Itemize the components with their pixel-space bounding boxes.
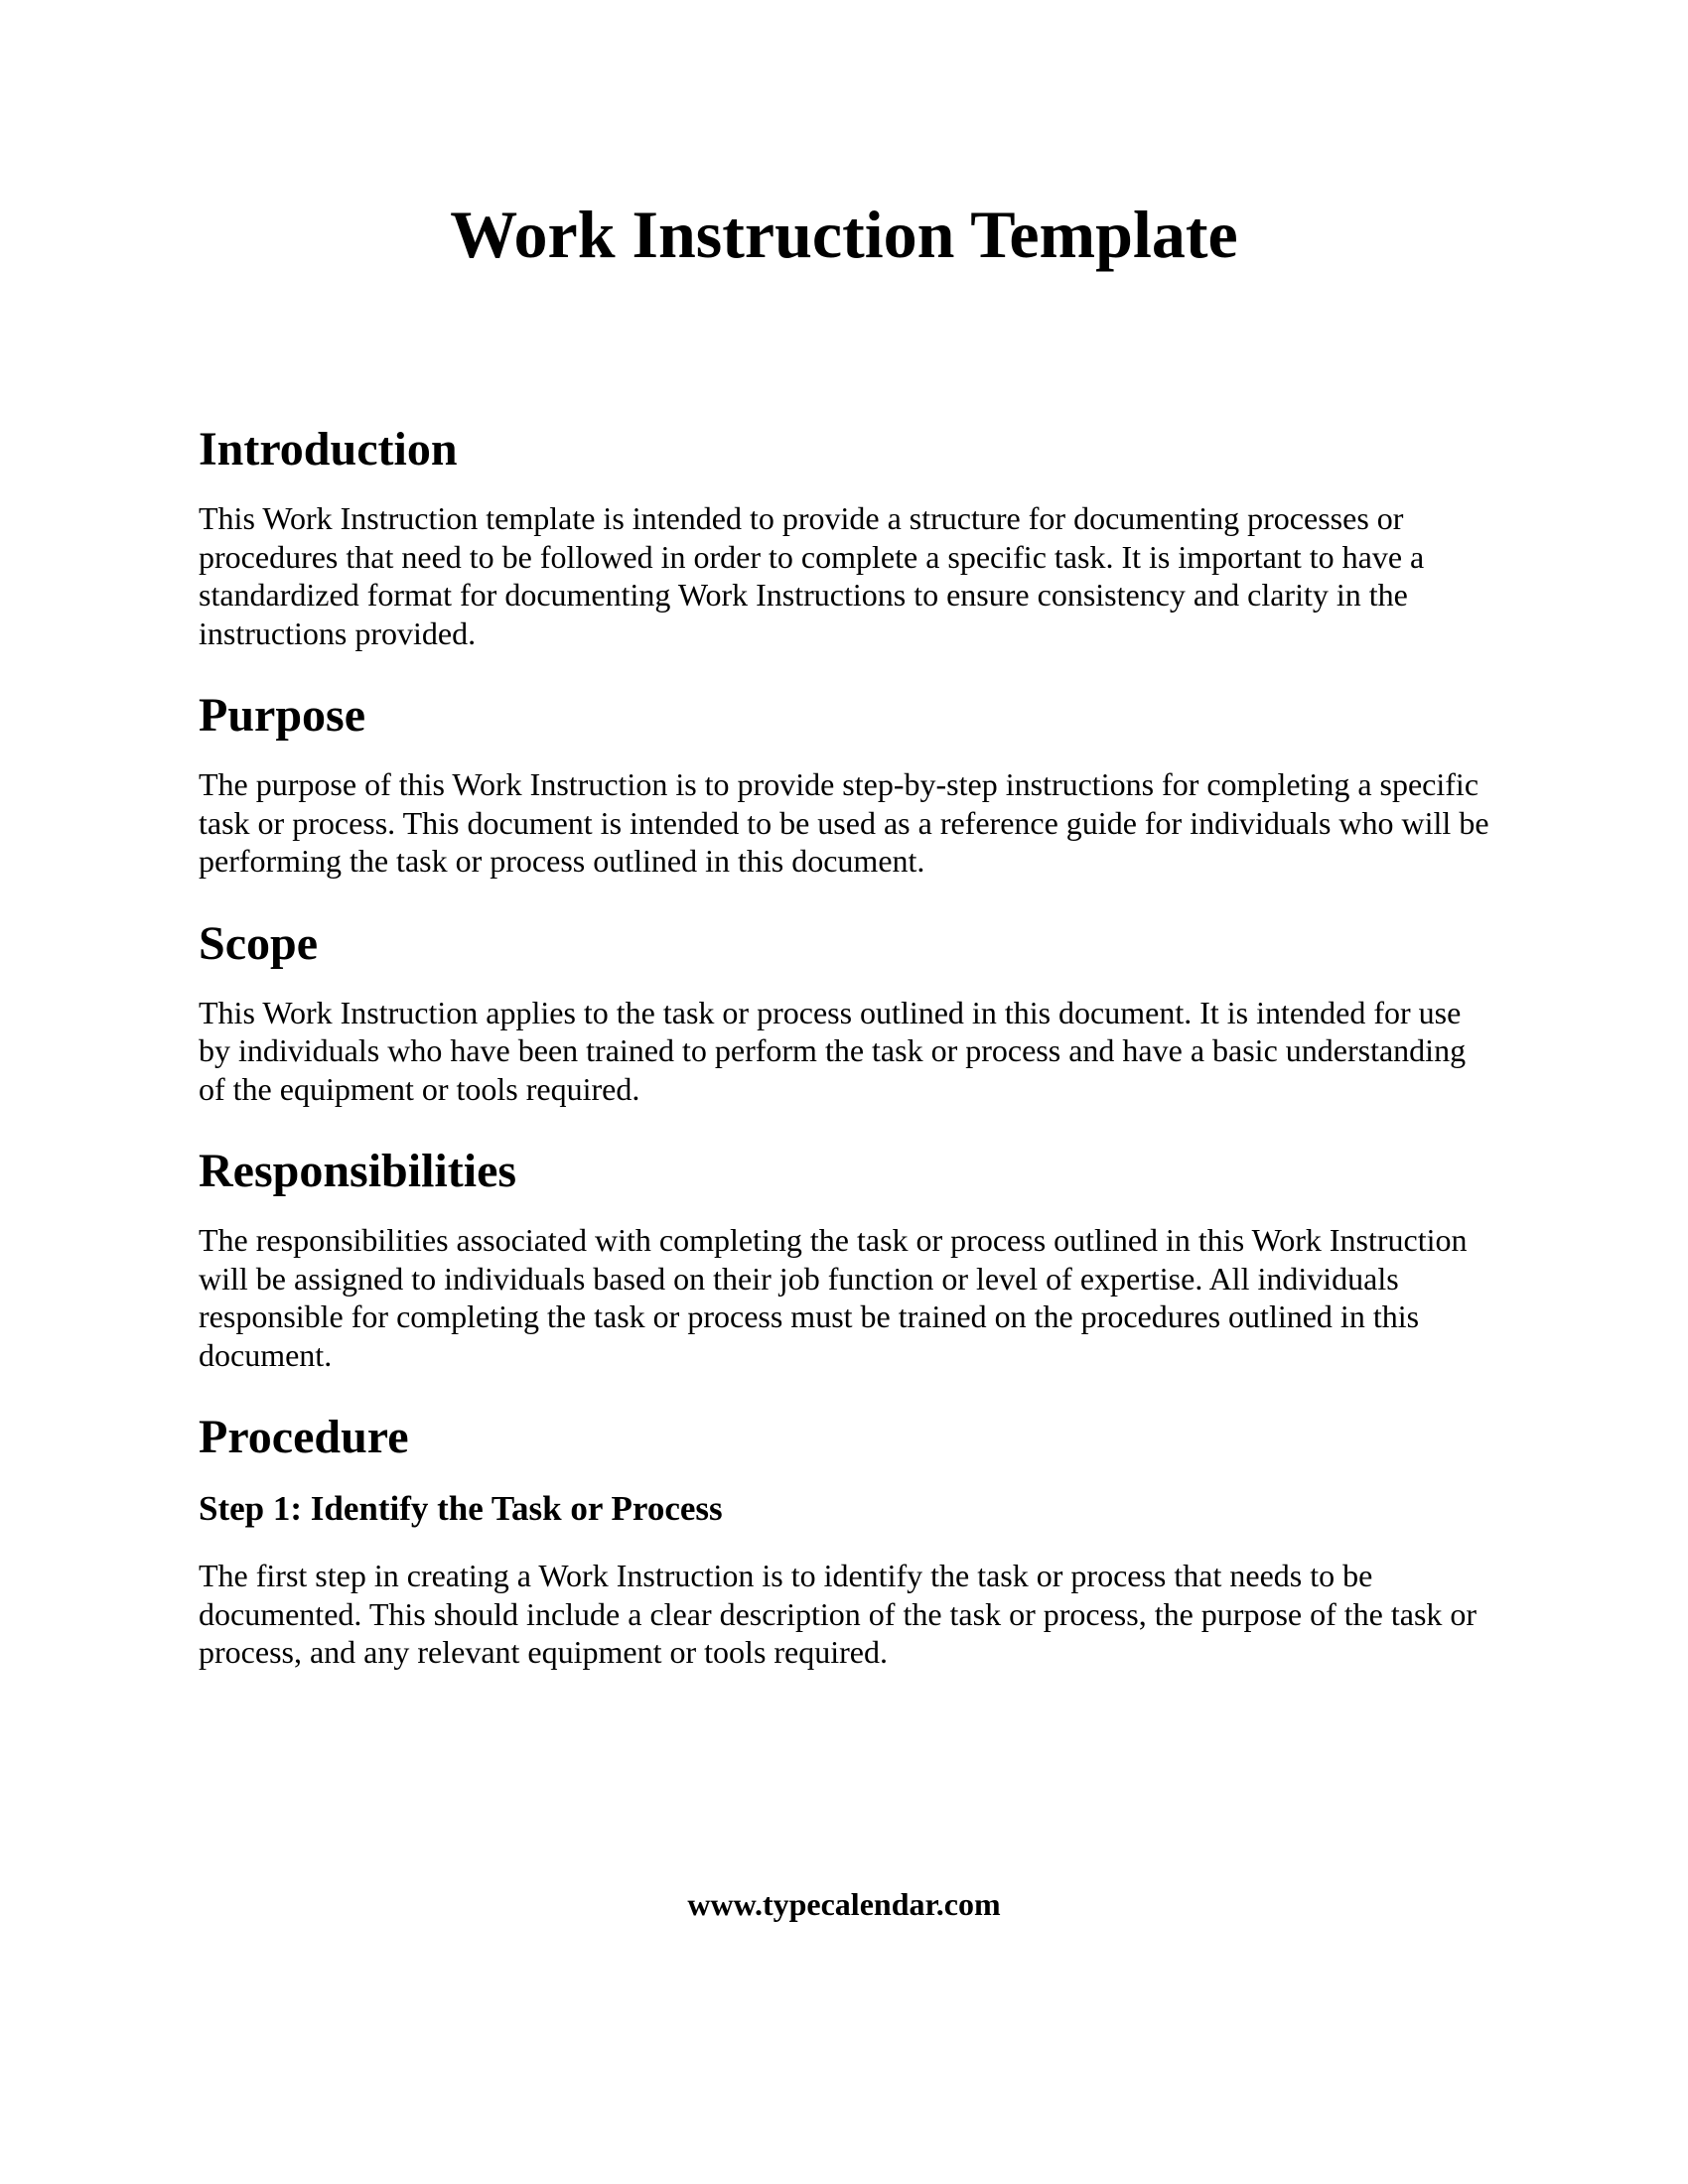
introduction-text: This Work Instruction template is intended to provide a structure for documenting processes or procedures that need to be followed in order to complete a specific task. It is important to have a standardized format for documenting Work Instructions to ensure consistency and clarity in the instructions provided. (199, 500, 1425, 651)
footer-website-url: www.typecalendar.com (687, 1886, 1001, 1922)
responsibilities-heading: Responsibilities (199, 1145, 517, 1197)
step-1-heading: Step 1: Identify the Task or Process (199, 1489, 723, 1528)
introduction-heading: Introduction (199, 423, 458, 476)
responsibilities-section (199, 1144, 1489, 1374)
responsibilities-text: The responsibilities associated with completing the task or process outlined in this Work Instruction will be assigned to individuals based on their job function or level of expertise. All individuals responsible for completing the task or process must be trained on the procedures outlined in this document. (199, 1222, 1468, 1373)
scope-text: This Work Instruction applies to the task or process outlined in this document. It is intended for use by individuals who have been trained to perform the task or process and have a basic understanding of the equipment or tools required. (199, 994, 1467, 1107)
introduction-section (199, 422, 1489, 652)
purpose-section (199, 688, 1489, 881)
procedure-section (199, 1410, 1489, 1672)
document-title: Work Instruction Template (450, 197, 1238, 272)
procedure-heading: Procedure (199, 1411, 409, 1463)
scope-heading: Scope (199, 916, 318, 970)
purpose-text: The purpose of this Work Instruction is to provide step-by-step instructions for completing a specific task or process. This document is intended to be used as a reference guide for individuals who will be performing the task or process outlined in this document. (199, 766, 1489, 879)
purpose-heading: Purpose (199, 689, 365, 742)
document-content (199, 422, 1489, 1707)
step-1-text: The first step in creating a Work Instruction is to identify the task or process that needs to be documented. This should include a clear description of the task or process, the purpose of the task or process, and any relevant equipment or tools required. (199, 1558, 1477, 1670)
scope-section (199, 916, 1489, 1109)
